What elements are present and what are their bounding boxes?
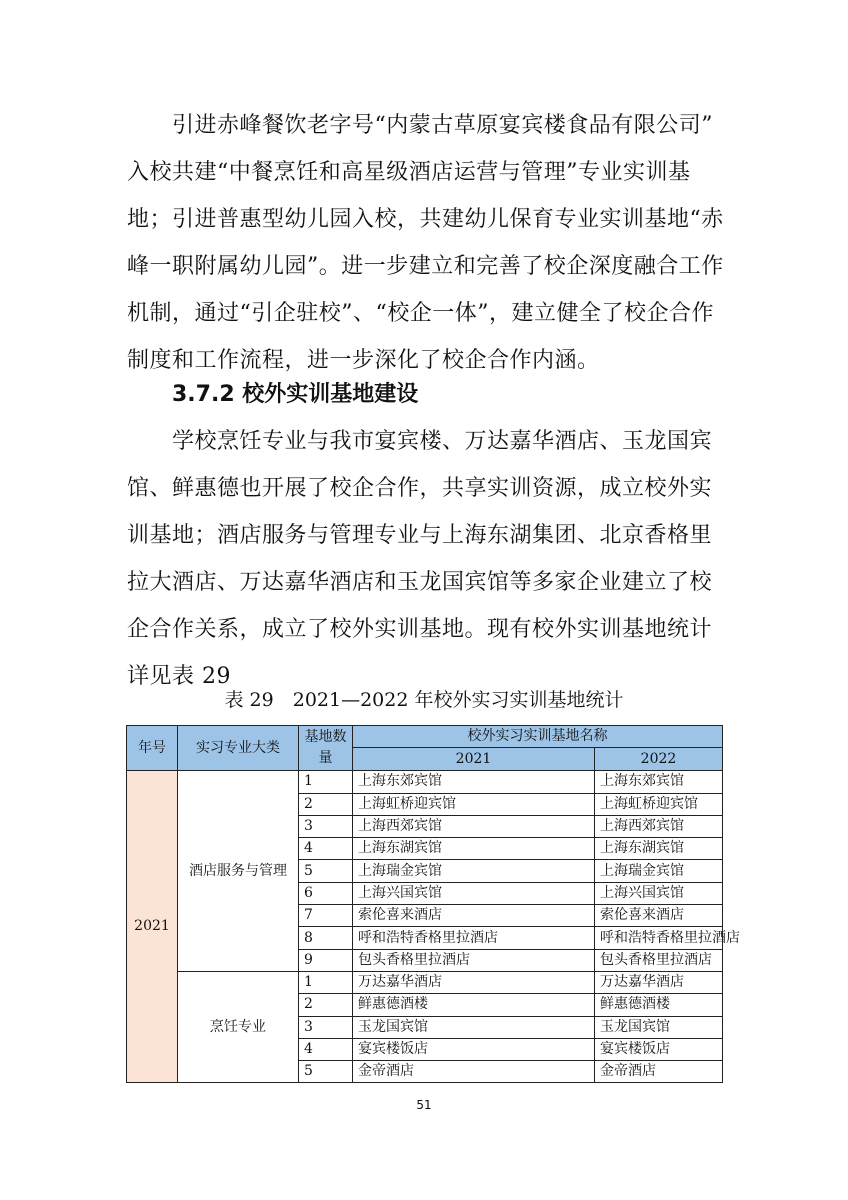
header-2021: 2021 [353,748,595,771]
index-cell: 3 [299,1016,353,1038]
index-cell: 4 [299,838,353,860]
base-2022-cell: 上海东湖宾馆 [595,838,723,860]
base-2022-cell: 上海东郊宾馆 [595,771,723,793]
base-2021-cell: 上海西郊宾馆 [353,815,595,837]
base-2021-cell: 鲜惠德酒楼 [353,994,595,1016]
table-body [127,771,740,1083]
text-line: 拉大酒店、万达嘉华酒店和玉龙国宾馆等多家企业建立了校 [127,570,713,595]
base-2022-cell: 上海瑞金宾馆 [595,860,723,882]
base-2022-cell: 索伦喜来酒店 [595,905,723,927]
index-cell: 5 [299,1061,353,1083]
base-2021-cell: 上海东湖宾馆 [353,838,595,860]
base-2021-cell: 金帝酒店 [353,1061,595,1083]
text-line: 制度和工作流程，进一步深化了校企合作内涵。 [127,348,600,373]
index-cell: 7 [299,905,353,927]
header-base-names: 校外实习实训基地名称 [353,726,723,748]
base-2021-cell: 上海兴国宾馆 [353,882,595,904]
index-cell: 1 [299,771,353,793]
header-year: 年号 [127,726,178,771]
category-cell: 酒店服务与管理 [178,771,299,972]
text-line: 引进赤峰餐饮老字号“内蒙古草原宴宾楼食品有限公司” [127,113,713,138]
base-2021-cell: 玉龙国宾馆 [353,1016,595,1038]
index-cell: 2 [299,994,353,1016]
base-2022-cell: 宴宾楼饭店 [595,1038,723,1060]
base-2022-cell: 上海兴国宾馆 [595,882,723,904]
base-2021-cell: 宴宾楼饭店 [353,1038,595,1060]
text-line: 馆、鲜惠德也开展了校企合作，共享实训资源，成立校外实 [127,476,713,501]
base-2022-cell: 金帝酒店 [595,1061,723,1083]
paragraph-partnership [127,102,727,384]
paragraph-offsite-bases [127,418,727,700]
table-row [127,771,723,793]
text-line: 学校烹饪专业与我市宴宾楼、万达嘉华酒店、玉龙国宾 [127,429,713,454]
base-2021-cell: 上海东郊宾馆 [353,771,595,793]
training-base-table [126,725,740,1083]
header-count: 基地数量 [299,726,353,771]
base-2021-cell: 包头香格里拉酒店 [353,949,595,971]
text-line: 训基地；酒店服务与管理专业与上海东湖集团、北京香格里 [127,523,713,548]
base-2021-cell: 上海瑞金宾馆 [353,860,595,882]
index-cell: 6 [299,882,353,904]
base-2022-cell: 包头香格里拉酒店 [595,949,723,971]
index-cell: 4 [299,1038,353,1060]
base-2022-cell: 万达嘉华酒店 [595,971,723,993]
base-2022-cell: 玉龙国宾馆 [595,1016,723,1038]
text-line: 机制，通过“引企驻校”、“校企一体”，建立健全了校企合作 [127,301,714,326]
base-2021-cell: 万达嘉华酒店 [353,971,595,993]
index-cell: 9 [299,949,353,971]
index-cell: 8 [299,927,353,949]
index-cell: 2 [299,793,353,815]
index-cell: 3 [299,815,353,837]
text-line: 峰一职附属幼儿园”。进一步建立和完善了校企深度融合工作 [127,254,724,279]
header-2022: 2022 [595,748,723,771]
index-cell: 1 [299,971,353,993]
text-line: 企合作关系，成立了校外实训基地。现有校外实训基地统计 [127,617,713,642]
header-category: 实习专业大类 [178,726,299,771]
year-cell: 2021 [127,771,178,1083]
table-caption: 表 29 2021—2022 年校外实习实训基地统计 [224,689,624,711]
base-2022-cell: 上海西郊宾馆 [595,815,723,837]
text-line: 详见表 29 [127,664,231,689]
base-2022-cell: 鲜惠德酒楼 [595,994,723,1016]
text-line: 地；引进普惠型幼儿园入校，共建幼儿保育专业实训基地“赤 [127,207,724,232]
base-2022-cell: 呼和浩特香格里拉酒店 [595,927,723,949]
text-line: 入校共建“中餐烹饪和高星级酒店运营与管理”专业实训基 [127,160,691,185]
base-2021-cell: 呼和浩特香格里拉酒店 [353,927,595,949]
base-2021-cell: 上海虹桥迎宾馆 [353,793,595,815]
page-number: 51 [416,1098,432,1112]
index-cell: 5 [299,860,353,882]
table-row [127,971,723,993]
category-cell: 烹饪专业 [178,971,299,1082]
base-2022-cell: 上海虹桥迎宾馆 [595,793,723,815]
section-heading: 3.7.2 校外实训基地建设 [172,382,419,407]
base-2021-cell: 索伦喜来酒店 [353,905,595,927]
